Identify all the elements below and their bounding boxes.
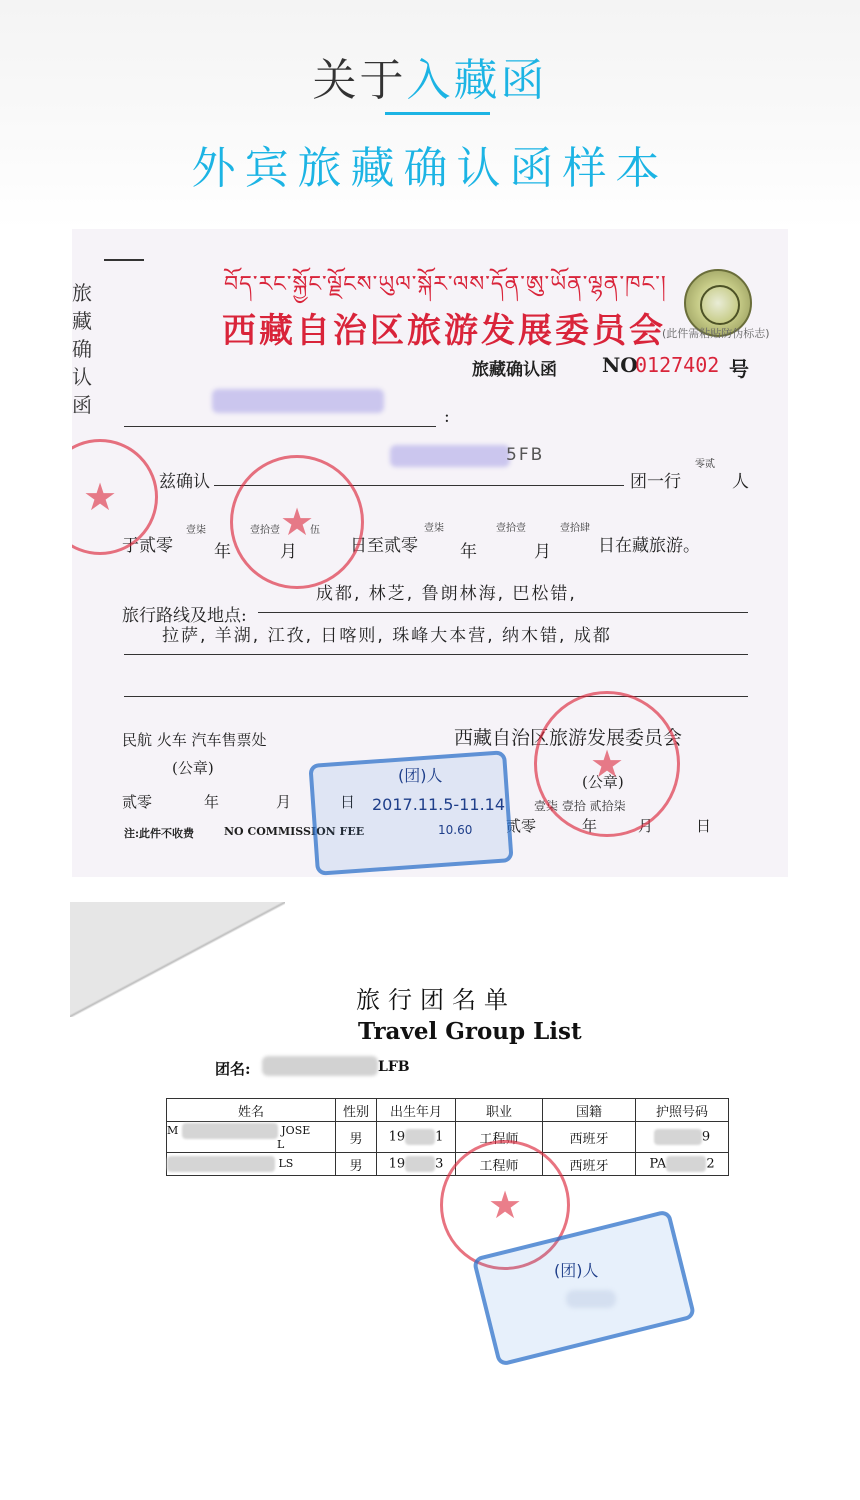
cell-passport xyxy=(636,1153,729,1176)
recipient-colon: : xyxy=(444,407,450,427)
column-header-job: 职业 xyxy=(456,1099,543,1122)
redacted-passport xyxy=(666,1156,706,1172)
birth-prefix: 19 xyxy=(388,1156,406,1172)
header-divider xyxy=(385,112,490,115)
issue-month-left: 月 xyxy=(276,793,292,811)
route-line-1: 成都, 林芝, 鲁朗林海, 巴松错, xyxy=(316,584,577,604)
issue-day-right: 日 xyxy=(696,817,712,835)
year-label-1: 年 xyxy=(214,542,231,562)
column-header-birth: 出生年月 xyxy=(377,1099,456,1122)
redacted-group-name xyxy=(262,1056,378,1076)
redacted-name xyxy=(167,1156,275,1172)
birth-suffix: 3 xyxy=(435,1156,444,1172)
passport-suffix: 9 xyxy=(701,1129,711,1145)
cell-job: 工程师 xyxy=(456,1153,543,1176)
month-label-2: 月 xyxy=(534,542,551,562)
header-title-prefix: 关于 xyxy=(312,55,407,106)
stamp-hand-text: (团)人 xyxy=(398,766,443,785)
redacted-group-code xyxy=(390,445,510,467)
hand-year-1: 壹柒 xyxy=(186,525,206,536)
hand-month-2: 壹拾壹 xyxy=(496,523,526,534)
route-underline-1 xyxy=(258,612,748,613)
cell-gender: 男 xyxy=(336,1122,377,1153)
fold-shadow xyxy=(70,902,285,1017)
route-underline-2 xyxy=(124,654,748,655)
cell-job: 工程师 xyxy=(456,1122,543,1153)
header-subtitle: 外宾旅藏确认函样本 xyxy=(191,143,669,194)
group-stamp-hand-text: (团)人 xyxy=(554,1261,599,1280)
confirm-label: 兹确认 xyxy=(159,472,210,492)
stay-label: 日在藏旅游。 xyxy=(598,536,700,556)
redacted-recipient xyxy=(212,389,384,413)
hand-day-1: 伍 xyxy=(310,525,320,536)
year-label-2: 年 xyxy=(460,542,477,562)
issue-prefix-right: 贰零 xyxy=(506,817,537,835)
date-to-prefix: 日至贰零 xyxy=(350,536,418,556)
group-name-partial: LFB xyxy=(378,1059,410,1075)
issue-hand-right: 壹柒 壹拾 贰拾柒 xyxy=(534,799,626,813)
column-header-nationality: 国籍 xyxy=(543,1099,636,1122)
cell-birth xyxy=(377,1122,456,1153)
column-header-name: 姓名 xyxy=(167,1099,336,1122)
cell-gender: 男 xyxy=(336,1153,377,1176)
tibet-permit-document xyxy=(72,229,788,877)
cell-name xyxy=(167,1122,336,1153)
hand-month-1: 壹拾壹 xyxy=(250,525,280,536)
number-label: NO xyxy=(602,353,638,377)
column-header-passport: 护照号码 xyxy=(636,1099,729,1122)
page-header xyxy=(0,0,860,230)
stamp-extra: 10.60 xyxy=(438,823,473,837)
group-code-partial: 5FB xyxy=(506,445,545,465)
seal-label-right: (公章) xyxy=(582,773,624,791)
group-label: 团一行 xyxy=(630,472,681,492)
stamp-dates: 2017.11.5-11.14 xyxy=(372,795,506,814)
redacted-name xyxy=(182,1123,278,1139)
letter-title: 旅藏确认函 xyxy=(472,360,557,380)
route-underline-3 xyxy=(124,696,748,697)
issue-month-right: 月 xyxy=(638,817,654,835)
cell-birth xyxy=(377,1153,456,1176)
red-seal-issuer xyxy=(534,691,680,837)
cell-nationality: 西班牙 xyxy=(543,1122,636,1153)
hologram-note: (此件需粘贴防伪标志) xyxy=(662,327,770,340)
redacted-stamp-detail xyxy=(566,1290,616,1308)
transport-label: 民航 火车 汽车售票处 xyxy=(122,731,267,749)
seal-label-left: (公章) xyxy=(172,759,214,777)
red-seal-top xyxy=(230,455,364,589)
name-initial: M xyxy=(167,1124,179,1137)
table-header-row xyxy=(167,1099,729,1122)
corner-mark xyxy=(104,259,144,261)
tibetan-title: བོད་རང་སྐྱོང་ལྗོངས་ཡུལ་སྐོར་ལས་དོན་ཨུ་ཡོན་ལྷན་ཁང་། xyxy=(224,272,667,297)
note-cn: 注:此件不收费 xyxy=(124,827,195,840)
passport-suffix: 2 xyxy=(706,1156,715,1172)
note-en: NO COMMISSION FEE xyxy=(224,825,365,838)
recipient-underline xyxy=(124,426,436,427)
issue-year-left: 年 xyxy=(204,793,220,811)
issue-day-left: 日 xyxy=(340,793,356,811)
name-tail: LS xyxy=(278,1157,294,1170)
number-suffix: 号 xyxy=(729,357,749,381)
name-tail-2: L xyxy=(277,1138,285,1151)
issue-year-right: 年 xyxy=(582,817,598,835)
redacted-birth xyxy=(405,1129,435,1145)
group-list-title-cn: 旅行团名单 xyxy=(356,986,516,1014)
name-tail: JOSE xyxy=(281,1124,311,1137)
travel-group-list-document xyxy=(70,902,788,1500)
redacted-birth xyxy=(405,1156,435,1172)
table-row xyxy=(167,1122,729,1153)
date-from-prefix: 于贰零 xyxy=(122,536,173,556)
person-label: 人 xyxy=(732,472,749,492)
header-title xyxy=(0,44,860,108)
cell-name xyxy=(167,1153,336,1176)
column-header-gender: 性别 xyxy=(336,1099,377,1122)
issue-prefix-left: 贰零 xyxy=(122,793,153,811)
passport-prefix: PA xyxy=(649,1156,667,1172)
header-title-highlight: 入藏函 xyxy=(406,55,548,106)
cell-nationality: 西班牙 xyxy=(543,1153,636,1176)
month-label-1: 月 xyxy=(280,542,297,562)
birth-prefix: 19 xyxy=(388,1129,406,1145)
cell-passport xyxy=(636,1122,729,1153)
left-margin-strip: 旅藏确认函 xyxy=(72,281,92,417)
group-list-title-en: Travel Group List xyxy=(358,1018,582,1045)
route-line-2: 拉萨, 羊湖, 江孜, 日喀则, 珠峰大本营, 纳木错, 成都 xyxy=(162,626,612,646)
redacted-passport xyxy=(654,1129,702,1145)
hand-day-2: 壹拾肆 xyxy=(560,523,590,534)
group-member-table xyxy=(166,1098,729,1176)
hand-year-2: 壹柒 xyxy=(424,523,444,534)
group-name-label: 团名: xyxy=(215,1060,251,1078)
issuer-signature-name: 西藏自治区旅游发展委员会 xyxy=(454,727,683,749)
issuer-title: 西藏自治区旅游发展委员会 xyxy=(222,311,666,351)
group-count-hand: 零贰 xyxy=(695,459,715,470)
birth-suffix: 1 xyxy=(435,1129,444,1145)
route-label: 旅行路线及地点: xyxy=(122,606,247,626)
permit-number: 0127402 xyxy=(635,353,720,377)
